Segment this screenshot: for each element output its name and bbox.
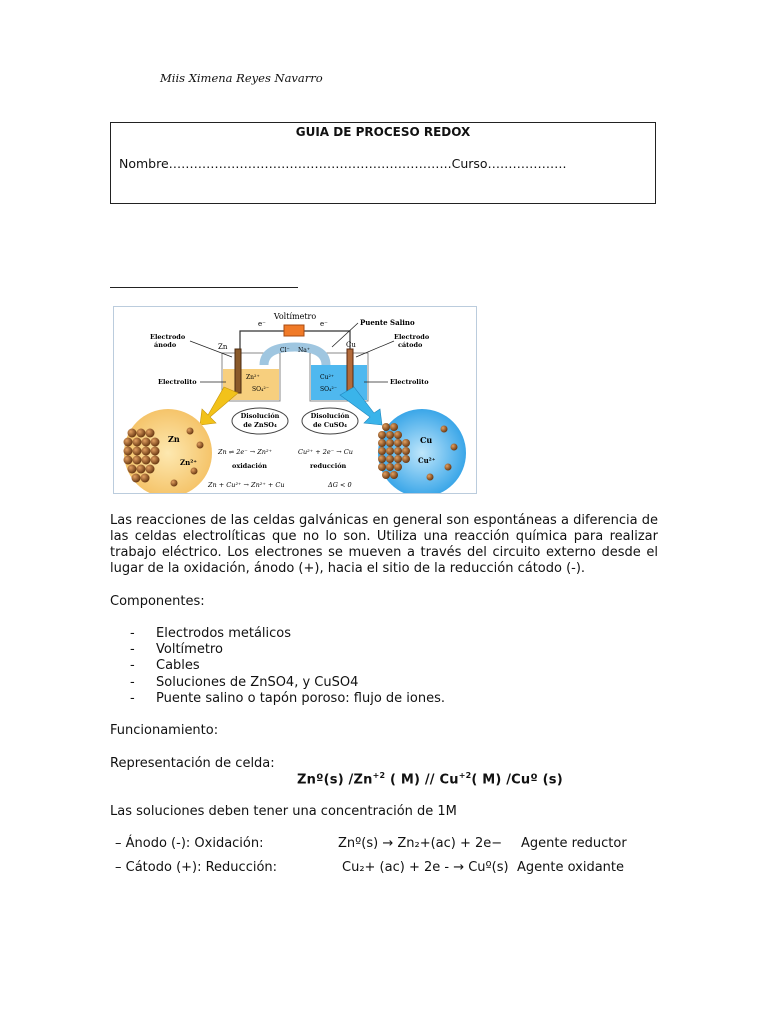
salt-bridge-label: Puente Salino — [360, 318, 415, 327]
reduccion-label: reducción — [310, 462, 347, 470]
cathode-label-2: cátodo — [398, 341, 423, 349]
blank-rule — [110, 287, 298, 288]
cu-electrode-label: Cu — [346, 341, 356, 349]
document-title: GUIA DE PROCESO REDOX — [295, 125, 471, 139]
cathode-reaction: Cu₂+ (ac) + 2e - → Cuº(s) — [342, 860, 509, 875]
anode-reaction: Znº(s) → Zn₂+(ac) + 2e− — [338, 836, 503, 851]
electron-right: e⁻ — [320, 320, 328, 328]
circle-cu2: Cu²⁺ — [418, 456, 436, 465]
zn2-ion: Zn²⁺ — [246, 374, 260, 381]
delta-g: ΔG < 0 — [328, 481, 352, 489]
voltmeter-box — [284, 325, 304, 336]
list-item: - Electrodos metálicos — [130, 626, 292, 641]
components-list — [130, 626, 445, 707]
anode-label: – Ánodo (-): Oxidación: — [115, 836, 264, 851]
disol-left-2: de ZnSO₄ — [243, 421, 277, 429]
cell-notation: Znº(s) $/Zn^{+2}$ ( $M) // Cu^{+2}$( M) /Cuº (s) — [297, 771, 563, 788]
concentration-note: Las soluciones deben tener una concentración de 1M — [110, 804, 457, 819]
electrolyte-left-label: Electrolito — [158, 378, 197, 386]
header-box — [110, 122, 656, 204]
galvanic-cell-diagram — [113, 306, 477, 494]
eq-reduction: Cu²⁺ + 2e⁻ → Cu — [298, 448, 353, 456]
author-name: Miis Ximena Reyes Navarro — [160, 71, 323, 85]
electrolyte-right-label: Electrolito — [390, 378, 429, 386]
anode-label-2: ánodo — [154, 341, 177, 349]
disol-right-2: de CuSO₄ — [312, 421, 348, 429]
disol-right-1: Disolución — [310, 412, 350, 420]
disol-left-1: Disolución — [240, 412, 280, 420]
zn-electrode-label: Zn — [218, 343, 228, 351]
anode-label-1: Electrodo — [150, 333, 186, 341]
cathode-agent: Agente oxidante — [517, 860, 625, 875]
electron-left: e⁻ — [258, 320, 266, 328]
cathode-label-1: Electrodo — [394, 333, 430, 341]
cl-label: Cl⁻ — [280, 347, 290, 354]
name-course-line: Nombre…………………………………………………………..Curso………………. — [119, 156, 567, 171]
galvanic-cell-svg — [114, 307, 476, 493]
list-item: - Voltímetro — [130, 642, 223, 658]
funcionamiento-label: Funcionamiento: — [110, 723, 219, 738]
representacion-label: Representación de celda: — [110, 756, 275, 771]
eq-total: Zn + Cu²⁺ → Zn²⁺ + Cu — [208, 481, 285, 489]
circle-cu: Cu — [420, 435, 433, 445]
oxidacion-label: oxidación — [232, 462, 267, 470]
na-label: Na⁺ — [298, 347, 310, 354]
circle-zn: Zn — [168, 434, 180, 444]
cathode-label: – Cátodo (+): Reducción: — [115, 860, 278, 875]
list-item: - Soluciones de ZnSO4, y CuSO4 — [130, 674, 359, 690]
cu2-ion: Cu²⁺ — [320, 374, 335, 381]
anode-agent: Agente reductor — [521, 836, 627, 851]
components-label: Componentes: — [110, 594, 205, 609]
list-item: - Puente salino o tapón poroso: flujo de iones. — [130, 690, 446, 706]
so4-left-ion: SO₄²⁻ — [252, 386, 270, 393]
intro-paragraph: Las reacciones de las celdas galvánicas en general son espontáneas a diferencia de las celdas electrolíticas que no lo son. Utiliza una reacción química para realizar trabajo eléctrico. Los electrones se mueven a través del circuito externo desde el lugar de la oxidación, ánodo (+), hacia el sitio de la reducción cátodo (-). — [110, 513, 658, 576]
list-item: - Cables — [130, 658, 200, 674]
voltmeter-label: Voltímetro — [273, 312, 317, 321]
eq-oxidation: Zn ⇌ 2e⁻ → Zn²⁺ — [218, 448, 273, 456]
so4-right-ion: SO₄²⁻ — [320, 386, 338, 393]
circle-zn2: Zn²⁺ — [180, 458, 197, 467]
